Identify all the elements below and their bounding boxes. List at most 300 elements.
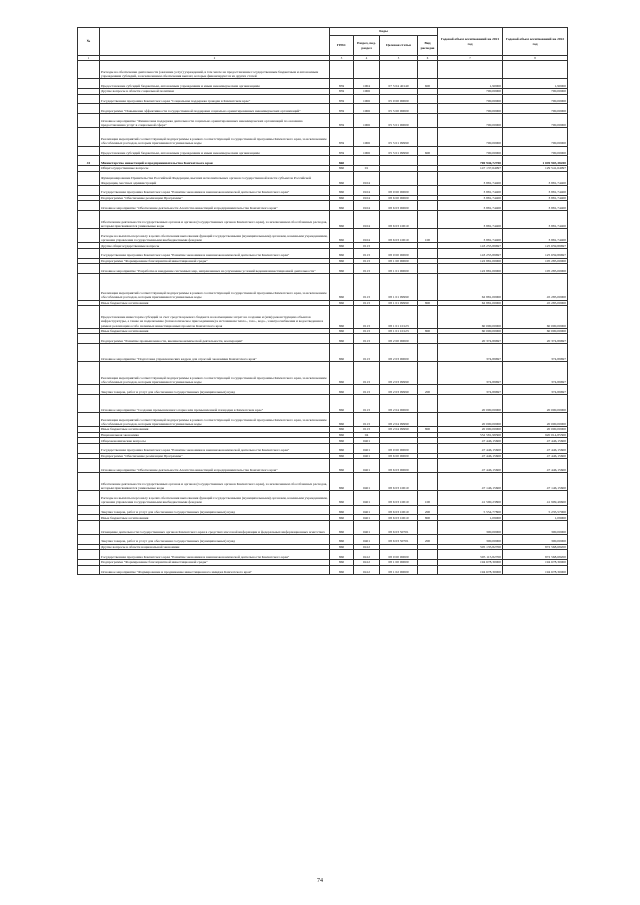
row-grbs: 860 [330,505,354,515]
table-row [78,79,568,89]
row-volume-2022: 920 014,85300 [503,432,568,438]
row-name: Закупка товаров, работ и услуг для обеспечения государственных (муниципальных) нужд [100,505,330,515]
row-grbs: 860 [330,195,354,201]
row-num [78,94,100,104]
row-exptype: 100 [418,229,438,243]
row-volume-2021: 122 881,00000 [438,264,503,274]
row-target: 08 6 03 10010 [380,210,418,228]
row-grbs [330,61,354,79]
row-name: Государственная программа Камчатского края "Развитие экономики и внешнеэкономической деятельности Камчатского края" [100,185,330,195]
row-name: Государственная программа Камчатского края "Социальная поддержка граждан в Камчатском крае" [100,94,330,104]
header-row-top [78,28,568,36]
row-num [78,394,100,412]
table-row [78,534,568,544]
row-volume-2021: 5 554,77800 [438,505,503,515]
row-name: Реализация мероприятий соответствующей подпрограммы в рамках соответствующей государственной программы Камчатского края, за исключением обособленных расходов, которым присваиваются уникальные коды [100,128,330,146]
row-exptype [418,156,438,166]
row-name: Подпрограмма "Развитие промышленности, внешнеэкономической деятельности, кооперации" [100,334,330,344]
row-volume-2021: 700,00000 [438,114,503,128]
table-row [78,201,568,211]
row-target: 05 5 00 00000 [380,104,418,114]
row-num [78,491,100,505]
row-exptype [418,459,438,473]
row-volume-2021: 3 881,74400 [438,195,503,201]
row-volume-2021: 374,89697 [438,385,503,395]
row-volume-2022: 700,00000 [503,94,568,104]
row-volume-2022: 3 881,74400 [503,195,568,201]
row-name: Иные бюджетные ассигнования [100,300,330,306]
row-section: 0104 [354,229,380,243]
row-grbs: 860 [330,334,354,344]
row-volume-2022: 700,00000 [503,104,568,114]
row-grbs: 859 [330,146,354,156]
row-grbs: 860 [330,210,354,228]
row-volume-2022: 105 285,00000 [503,258,568,264]
row-volume-2021: 143 255,89697 [438,243,503,249]
row-volume-2022: 105 285,00000 [503,264,568,274]
row-volume-2021: 3 881,74400 [438,229,503,243]
row-target [380,61,418,79]
row-exptype [418,201,438,211]
row-section: 0113 [354,362,380,385]
row-target: 08 1 01 09990 [380,300,418,306]
index-cell: 2 [100,56,330,61]
row-num [78,550,100,560]
row-exptype [418,273,438,300]
row-volume-2021: 3 881,74400 [438,210,503,228]
row-target: 08 0 00 00000 [380,550,418,560]
row-section: 0113 [354,427,380,433]
row-num [78,534,100,544]
row-exptype [418,443,438,453]
row-exptype: 100 [418,491,438,505]
row-grbs: 860 [330,258,354,264]
row-section: 01 [354,166,380,172]
row-volume-2021: 47 446,15600 [438,438,503,444]
row-section: 0401 [354,473,380,491]
row-target: 07 5 04 40140 [380,79,418,89]
row-volume-2022: 700,00000 [503,146,568,156]
table-row [78,473,568,491]
row-target: 05 0 00 00000 [380,94,418,104]
row-volume-2021: 374,89697 [438,344,503,362]
row-target: 08 6 03 10010 [380,491,418,505]
row-volume-2022: 125 659,89697 [503,243,568,249]
row-volume-2021: 47 446,15600 [438,443,503,453]
table-row [78,385,568,395]
row-target: 08 2 03 09990 [380,385,418,395]
row-target: 08 2 03 09990 [380,362,418,385]
table-row [78,413,568,427]
row-target: 08 6 00 00000 [380,195,418,201]
row-name: Реализация мероприятий соответствующей подпрограммы в рамках соответствующей государственной программы Камчатского края, за исключением обособленных расходов, которым присваиваются уникальные коды [100,362,330,385]
row-num [78,201,100,211]
row-volume-2021: 20 374,89697 [438,334,503,344]
row-section: 0113 [354,413,380,427]
row-target: 08 1 00 00000 [380,258,418,264]
table-row [78,94,568,104]
row-target: 08 6 03 10010 [380,229,418,243]
row-exptype [418,520,438,534]
row-exptype: 200 [418,505,438,515]
table-row [78,171,568,185]
row-section: 0104 [354,201,380,211]
row-target: 08 6 03 00000 [380,459,418,473]
row-section: 1006 [354,94,380,104]
row-volume-2022: 374,89697 [503,344,568,362]
row-name: Основное мероприятие "Разработка и внедрение системных мер, направленных на улучшение условий ведения инвестиционной деятельности" [100,264,330,274]
row-volume-2021: 47 446,15600 [438,459,503,473]
row-volume-2021: 194 678,30000 [438,565,503,575]
row-grbs: 860 [330,491,354,505]
row-volume-2022 [503,61,568,79]
row-name: Основное мероприятие "Обеспечение деятельности Агентства инвестиций и предпринимательства Камчатского края" [100,201,330,211]
table-row [78,61,568,79]
row-volume-2022: 194 678,30000 [503,565,568,575]
row-section [354,61,380,79]
row-name: Реализация мероприятий соответствующей подпрограммы в рамках соответствующей государственной программы Камчатского края, за исключением обособленных расходов, которым присваиваются уникальные коды [100,273,330,300]
row-volume-2022: 3 881,74400 [503,201,568,211]
row-grbs: 859 [330,104,354,114]
row-num [78,185,100,195]
row-exptype: 600 [418,79,438,89]
row-target: 08 6 03 50701 [380,520,418,534]
row-volume-2022: 47 446,15600 [503,459,568,473]
header-name [100,28,330,56]
row-volume-2021: 700,00000 [438,94,503,104]
row-name: Иные бюджетные ассигнования [100,427,330,433]
row-num [78,79,100,89]
row-grbs: 860 [330,427,354,433]
index-cell: 4 [354,56,380,61]
row-section: 0412 [354,550,380,560]
row-volume-2021: 700 946,72700 [438,156,503,166]
row-exptype: 800 [418,300,438,306]
row-section: 0401 [354,443,380,453]
row-target: 08 2 04 00000 [380,394,418,412]
row-num [78,128,100,146]
row-exptype [418,210,438,228]
row-grbs: 860 [330,328,354,334]
row-num [78,334,100,344]
header-exptype: Вид расходов [418,36,438,56]
row-target: 08 1 01 09990 [380,273,418,300]
row-section: 1006 [354,114,380,128]
row-section: 0401 [354,520,380,534]
row-section: 0113 [354,258,380,264]
row-section: 0412 [354,565,380,575]
row-exptype [418,344,438,362]
row-target: 08 1 01 10123 [380,328,418,334]
row-exptype [418,550,438,560]
row-volume-2021: 300,00000 [438,534,503,544]
row-name: Закупка товаров, работ и услуг для обеспечения государственных (муниципальных) нужд [100,534,330,544]
row-target [380,156,418,166]
row-section: 0401 [354,453,380,459]
header-codes: Коды [330,28,438,36]
row-grbs: 860 [330,413,354,427]
row-grbs: 860 [330,459,354,473]
row-volume-2022: 129 541,64097 [503,166,568,172]
table-row [78,459,568,473]
table-row [78,185,568,195]
header-target: Целевая статья [380,36,418,56]
index-cell: 6 [418,56,438,61]
row-name: Государственная программа Камчатского края "Развитие экономики и внешнеэкономической деятельности Камчатского края" [100,550,330,560]
page-number: 74 [317,878,323,884]
row-volume-2021: 700,00000 [438,89,503,95]
row-section: 0412 [354,560,380,566]
row-grbs: 860 [330,166,354,172]
row-volume-2021: 20 000,00000 [438,394,503,412]
row-grbs: 860 [330,453,354,459]
row-volume-2021: 47 146,15600 [438,473,503,491]
row-exptype: 800 [418,515,438,521]
row-name: Другие вопросы в области социальной политики [100,89,330,95]
row-volume-2021: 700,00000 [438,128,503,146]
row-volume-2022: 872 568,68200 [503,544,568,550]
row-grbs: 859 [330,89,354,95]
row-name: Подпрограмма "Формирование благоприятной инвестиционной среды" [100,560,330,566]
row-name: Основное мероприятие "Подготовка управленческих кадров для отраслей экономики Камчатского края" [100,344,330,362]
row-volume-2022: 20 000,00000 [503,413,568,427]
row-grbs: 860 [330,156,354,166]
row-volume-2022: 20 000,00000 [503,427,568,433]
row-name: Предоставление субсидий бюджетным, автономным учреждениям и иным некоммерческим организациям [100,146,330,156]
row-exptype: 800 [418,328,438,334]
row-section: 0401 [354,491,380,505]
index-cell: 5 [380,56,418,61]
row-volume-2021: 60 000,00000 [438,306,503,329]
row-exptype [418,306,438,329]
row-num [78,61,100,79]
row-name: Реализация мероприятий соответствующей подпрограммы в рамках соответствующей государственной программы Камчатского края, за исключением обособленных расходов, которым присваиваются уникальные коды [100,413,330,427]
row-name: Основное мероприятие "Обеспечение деятельности Агентства инвестиций и предпринимательства Камчатского края" [100,459,330,473]
row-volume-2022: 41 909,49600 [503,491,568,505]
row-volume-2022: 300,00000 [503,520,568,534]
row-num [78,171,100,185]
row-volume-2021: 62 881,00000 [438,300,503,306]
header-volume-2021: Годовой объем ассигнований на 2021 год [438,28,503,56]
table-row [78,491,568,505]
row-target: 08 1 01 10123 [380,306,418,329]
row-section: 0401 [354,459,380,473]
row-name: Подпрограмма "Обеспечение реализации Программы" [100,453,330,459]
row-section: 0113 [354,243,380,249]
row-volume-2021: 505 115,82700 [438,550,503,560]
row-volume-2022: 374,89697 [503,362,568,385]
row-num [78,306,100,329]
row-num [78,210,100,228]
row-name: Общегосударственные вопросы [100,166,330,172]
row-grbs: 859 [330,79,354,89]
row-target: 08 6 03 00000 [380,201,418,211]
table-row [78,334,568,344]
row-target: 08 0 00 00000 [380,248,418,258]
row-name: Основное мероприятие "Создание промышленного парка или промышленной площадки в Камчатском крае" [100,394,330,412]
row-exptype [418,94,438,104]
row-target: 08 6 03 10010 [380,473,418,491]
row-name: Расходы на выплаты персоналу в целях обеспечения выполнения функций государственными (муниципальными) органами, казенными учреждениями, органами управления государственными внебюджетными фондами [100,491,330,505]
table-row [78,146,568,156]
table-row [78,443,568,453]
row-volume-2021: 147 137,64097 [438,166,503,172]
row-grbs: 860 [330,171,354,185]
row-section: 0401 [354,534,380,544]
row-grbs: 859 [330,114,354,128]
row-volume-2022: 47 446,15600 [503,453,568,459]
row-name: Расходы на обеспечение деятельности (оказание услуг) учреждений, в том числе на предоставление государственным бюджетным и автономным учреждениям субсидий, за исключением обеспечения выплат, которые финансируются из других статей [100,61,330,79]
row-volume-2022: 47 146,15600 [503,473,568,491]
row-grbs: 860 [330,229,354,243]
row-section: 0412 [354,544,380,550]
row-volume-2021: 20 000,00000 [438,413,503,427]
row-volume-2022: 125 659,89697 [503,248,568,258]
row-section: 1006 [354,146,380,156]
row-section: 1006 [354,89,380,95]
row-target: 08 1 02 00000 [380,565,418,575]
row-exptype [418,394,438,412]
row-target: 05 5 01 09990 [380,146,418,156]
row-name: Другие вопросы в области национальной экономики [100,544,330,550]
row-num [78,413,100,427]
row-volume-2021: 3 881,74400 [438,201,503,211]
table-row [78,565,568,575]
row-section: 0104 [354,210,380,228]
header-num: № [78,28,100,56]
row-section: 1006 [354,128,380,146]
row-grbs: 860 [330,273,354,300]
row-grbs: 860 [330,534,354,544]
row-volume-2022: 5 235,57000 [503,505,568,515]
row-exptype [418,264,438,274]
row-name: Подпрограмма "Повышение эффективности государственной поддержки социально ориентированных некоммерческих организаций" [100,104,330,114]
row-exptype [418,104,438,114]
row-section: 0401 [354,515,380,521]
row-volume-2022: 3 881,74400 [503,171,568,185]
row-target: 08 2 03 00000 [380,344,418,362]
table-row [78,505,568,515]
row-name: Предоставление субсидий бюджетным, автономным учреждениям и иным некоммерческим организациям [100,79,330,89]
row-exptype [418,362,438,385]
table-row [78,394,568,412]
row-volume-2022: 700,00000 [503,114,568,128]
row-num [78,104,100,114]
row-grbs: 859 [330,94,354,104]
row-volume-2021: 47 446,15600 [438,453,503,459]
row-num [78,505,100,515]
row-section: 0113 [354,264,380,274]
row-exptype: 600 [418,146,438,156]
row-target: 08 1 01 00000 [380,264,418,274]
row-volume-2021: 41 590,23800 [438,491,503,505]
index-cell: 7 [438,56,503,61]
table-row [78,156,568,166]
row-exptype: 800 [418,427,438,433]
row-volume-2022: 300,00000 [503,534,568,544]
row-grbs: 860 [330,560,354,566]
row-volume-2021: 3 881,74400 [438,185,503,195]
row-section: 0104 [354,185,380,195]
row-volume-2021: 700,00000 [438,146,503,156]
row-section: 1004 [354,79,380,89]
row-volume-2022: 60 000,00000 [503,306,568,329]
row-volume-2021: 122 881,00000 [438,258,503,264]
row-name: Функционирование Правительства Российской Федерации, высших исполнительных органов государственной власти субъектов Российской Федерации, местных администраций [100,171,330,185]
index-cell: 8 [503,56,568,61]
row-grbs: 860 [330,185,354,195]
row-grbs: 860 [330,306,354,329]
row-section: 0104 [354,195,380,201]
row-volume-2022: 1,90000 [503,79,568,89]
row-grbs: 860 [330,248,354,258]
row-grbs: 860 [330,550,354,560]
row-name: Закупка товаров, работ и услуг для обеспечения государственных (муниципальных) нужд [100,385,330,395]
row-target: 08 0 00 00000 [380,185,418,195]
row-section: 0113 [354,300,380,306]
row-volume-2022: 700,00000 [503,128,568,146]
row-volume-2021 [438,61,503,79]
budget-table-body [78,61,568,575]
index-cell: 3 [330,56,354,61]
row-volume-2022: 45 285,00000 [503,273,568,300]
row-exptype [418,185,438,195]
row-name: Основное мероприятие "Финансовая поддержка деятельности социально ориентированных некоммерческих организаций по оказанию предоставлению услуг в социальной сфере" [100,114,330,128]
row-target: 08 2 00 00000 [380,334,418,344]
header-volume-2022: Годовой объем ассигнований на 2022 год [503,28,568,56]
row-num [78,443,100,453]
row-num [78,520,100,534]
row-num [78,146,100,156]
row-volume-2021: 300,00000 [438,520,503,534]
row-volume-2021: 552 581,98300 [438,432,503,438]
table-row [78,229,568,243]
row-volume-2022: 20 374,89697 [503,334,568,344]
row-exptype [418,114,438,128]
row-grbs: 860 [330,394,354,412]
row-grbs: 860 [330,515,354,521]
row-volume-2021: 194 678,30000 [438,560,503,566]
row-section: 0104 [354,171,380,185]
row-volume-2021: 20 000,00000 [438,427,503,433]
row-name: Обеспечение деятельности государственных органов и органов (государственных органов Камчатского края), за исключением обособленных расходов, которым присваиваются уникальные коды [100,473,330,491]
row-volume-2021: 1,09000 [438,515,503,521]
row-grbs: 860 [330,300,354,306]
row-volume-2022: 45 285,00000 [503,300,568,306]
row-section: 0113 [354,385,380,395]
row-volume-2022: 194 678,30000 [503,560,568,566]
row-section: 0113 [354,334,380,344]
table-row [78,264,568,274]
row-exptype [418,128,438,146]
row-num [78,565,100,575]
row-grbs: 860 [330,264,354,274]
row-grbs: 860 [330,201,354,211]
budget-table-sheet [77,27,567,575]
row-volume-2021: 62 881,00000 [438,273,503,300]
row-name: Подпрограмма "Формирование благоприятной инвестиционной среды" [100,258,330,264]
row-grbs: 860 [330,473,354,491]
row-grbs: 860 [330,243,354,249]
row-num: 41 [78,156,100,166]
row-exptype [418,248,438,258]
table-row [78,128,568,146]
row-grbs: 860 [330,432,354,438]
row-volume-2022: 20 000,00000 [503,394,568,412]
table-row [78,210,568,228]
row-num [78,264,100,274]
row-num [78,362,100,385]
